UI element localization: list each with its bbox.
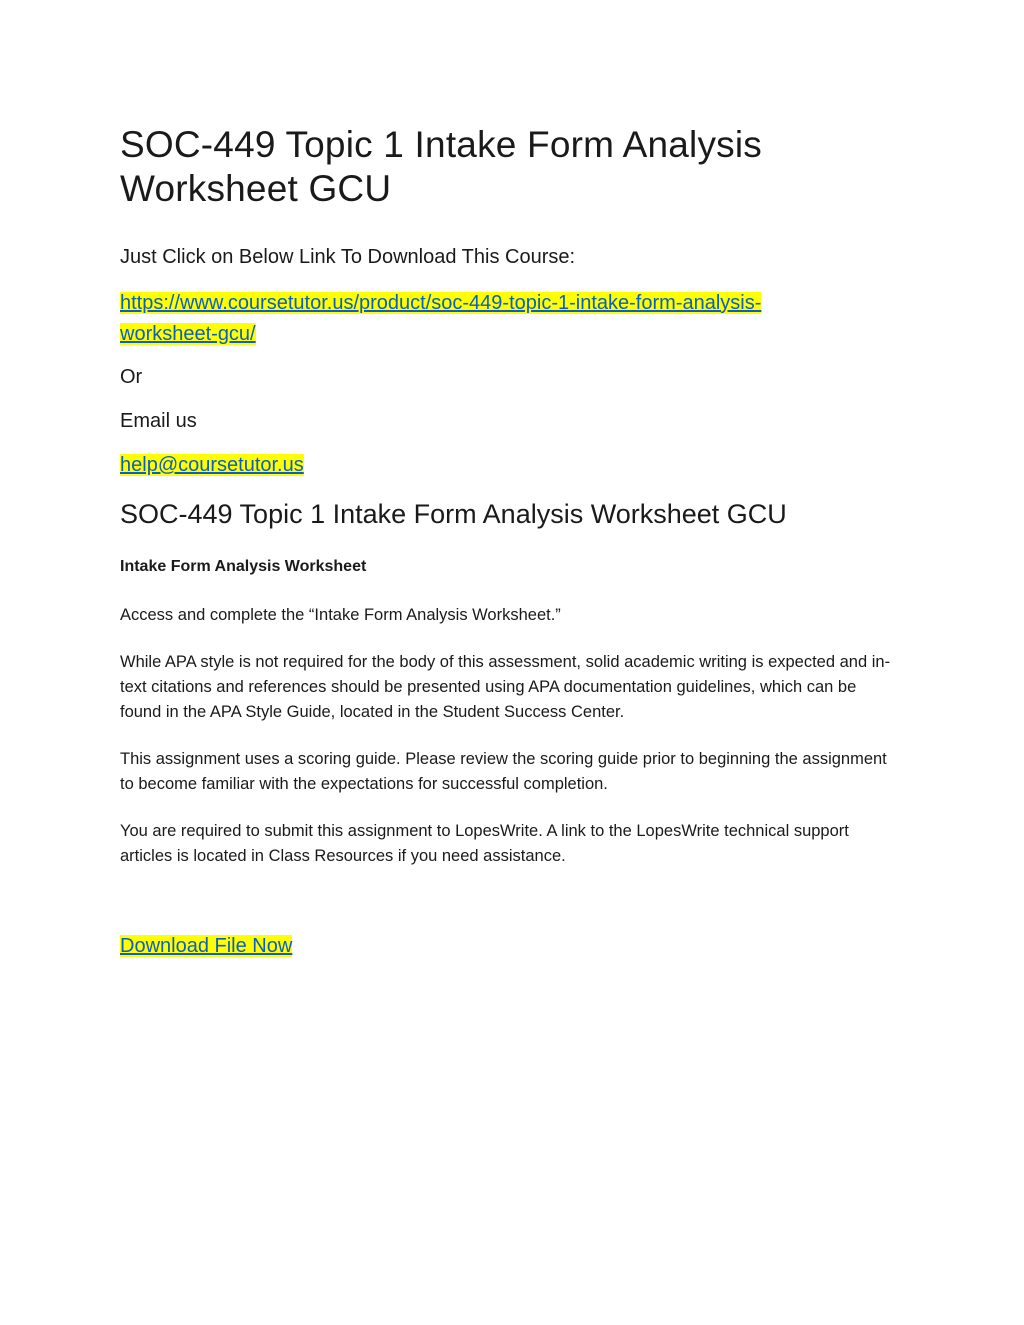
email-link[interactable]: help@coursetutor.us (120, 454, 304, 476)
email-link-block (120, 452, 304, 478)
course-link-line-2[interactable]: worksheet-gcu/ (120, 323, 256, 345)
paragraph-apa: While APA style is not required for the body of this assessment, solid academic writing is expected and in-text citations and references should be presented using APA documentation guidelines, which can be found in the APA Style Guide, located in the Student Success Center. (120, 653, 891, 721)
download-link[interactable]: Download File Now (120, 935, 293, 957)
section-title: SOC-449 Topic 1 Intake Form Analysis Worksheet GCU (120, 499, 787, 529)
course-link-block (120, 288, 860, 350)
intro-text: Just Click on Below Link To Download This Course: (120, 246, 576, 268)
paragraph-lopeswrite: You are required to submit this assignment to LopesWrite. A link to the LopesWrite technical support articles is located in Class Resources if you need assistance. (120, 822, 849, 865)
paragraph-scoring: This assignment uses a scoring guide. Please review the scoring guide prior to beginning the assignment to become familiar with the expectations for successful completion. (120, 750, 887, 793)
section-heading: Intake Form Analysis Worksheet (120, 558, 367, 575)
course-link-line-1[interactable]: https://www.coursetutor.us/product/soc-449-topic-1-intake-form-analysis- (120, 292, 762, 314)
email-label: Email us (120, 410, 197, 432)
download-link-block (120, 933, 292, 959)
or-text: Or (120, 366, 143, 388)
paragraph-access: Access and complete the “Intake Form Analysis Worksheet.” (120, 606, 561, 624)
page-title: SOC-449 Topic 1 Intake Form Analysis Worksheet GCU (120, 124, 762, 209)
